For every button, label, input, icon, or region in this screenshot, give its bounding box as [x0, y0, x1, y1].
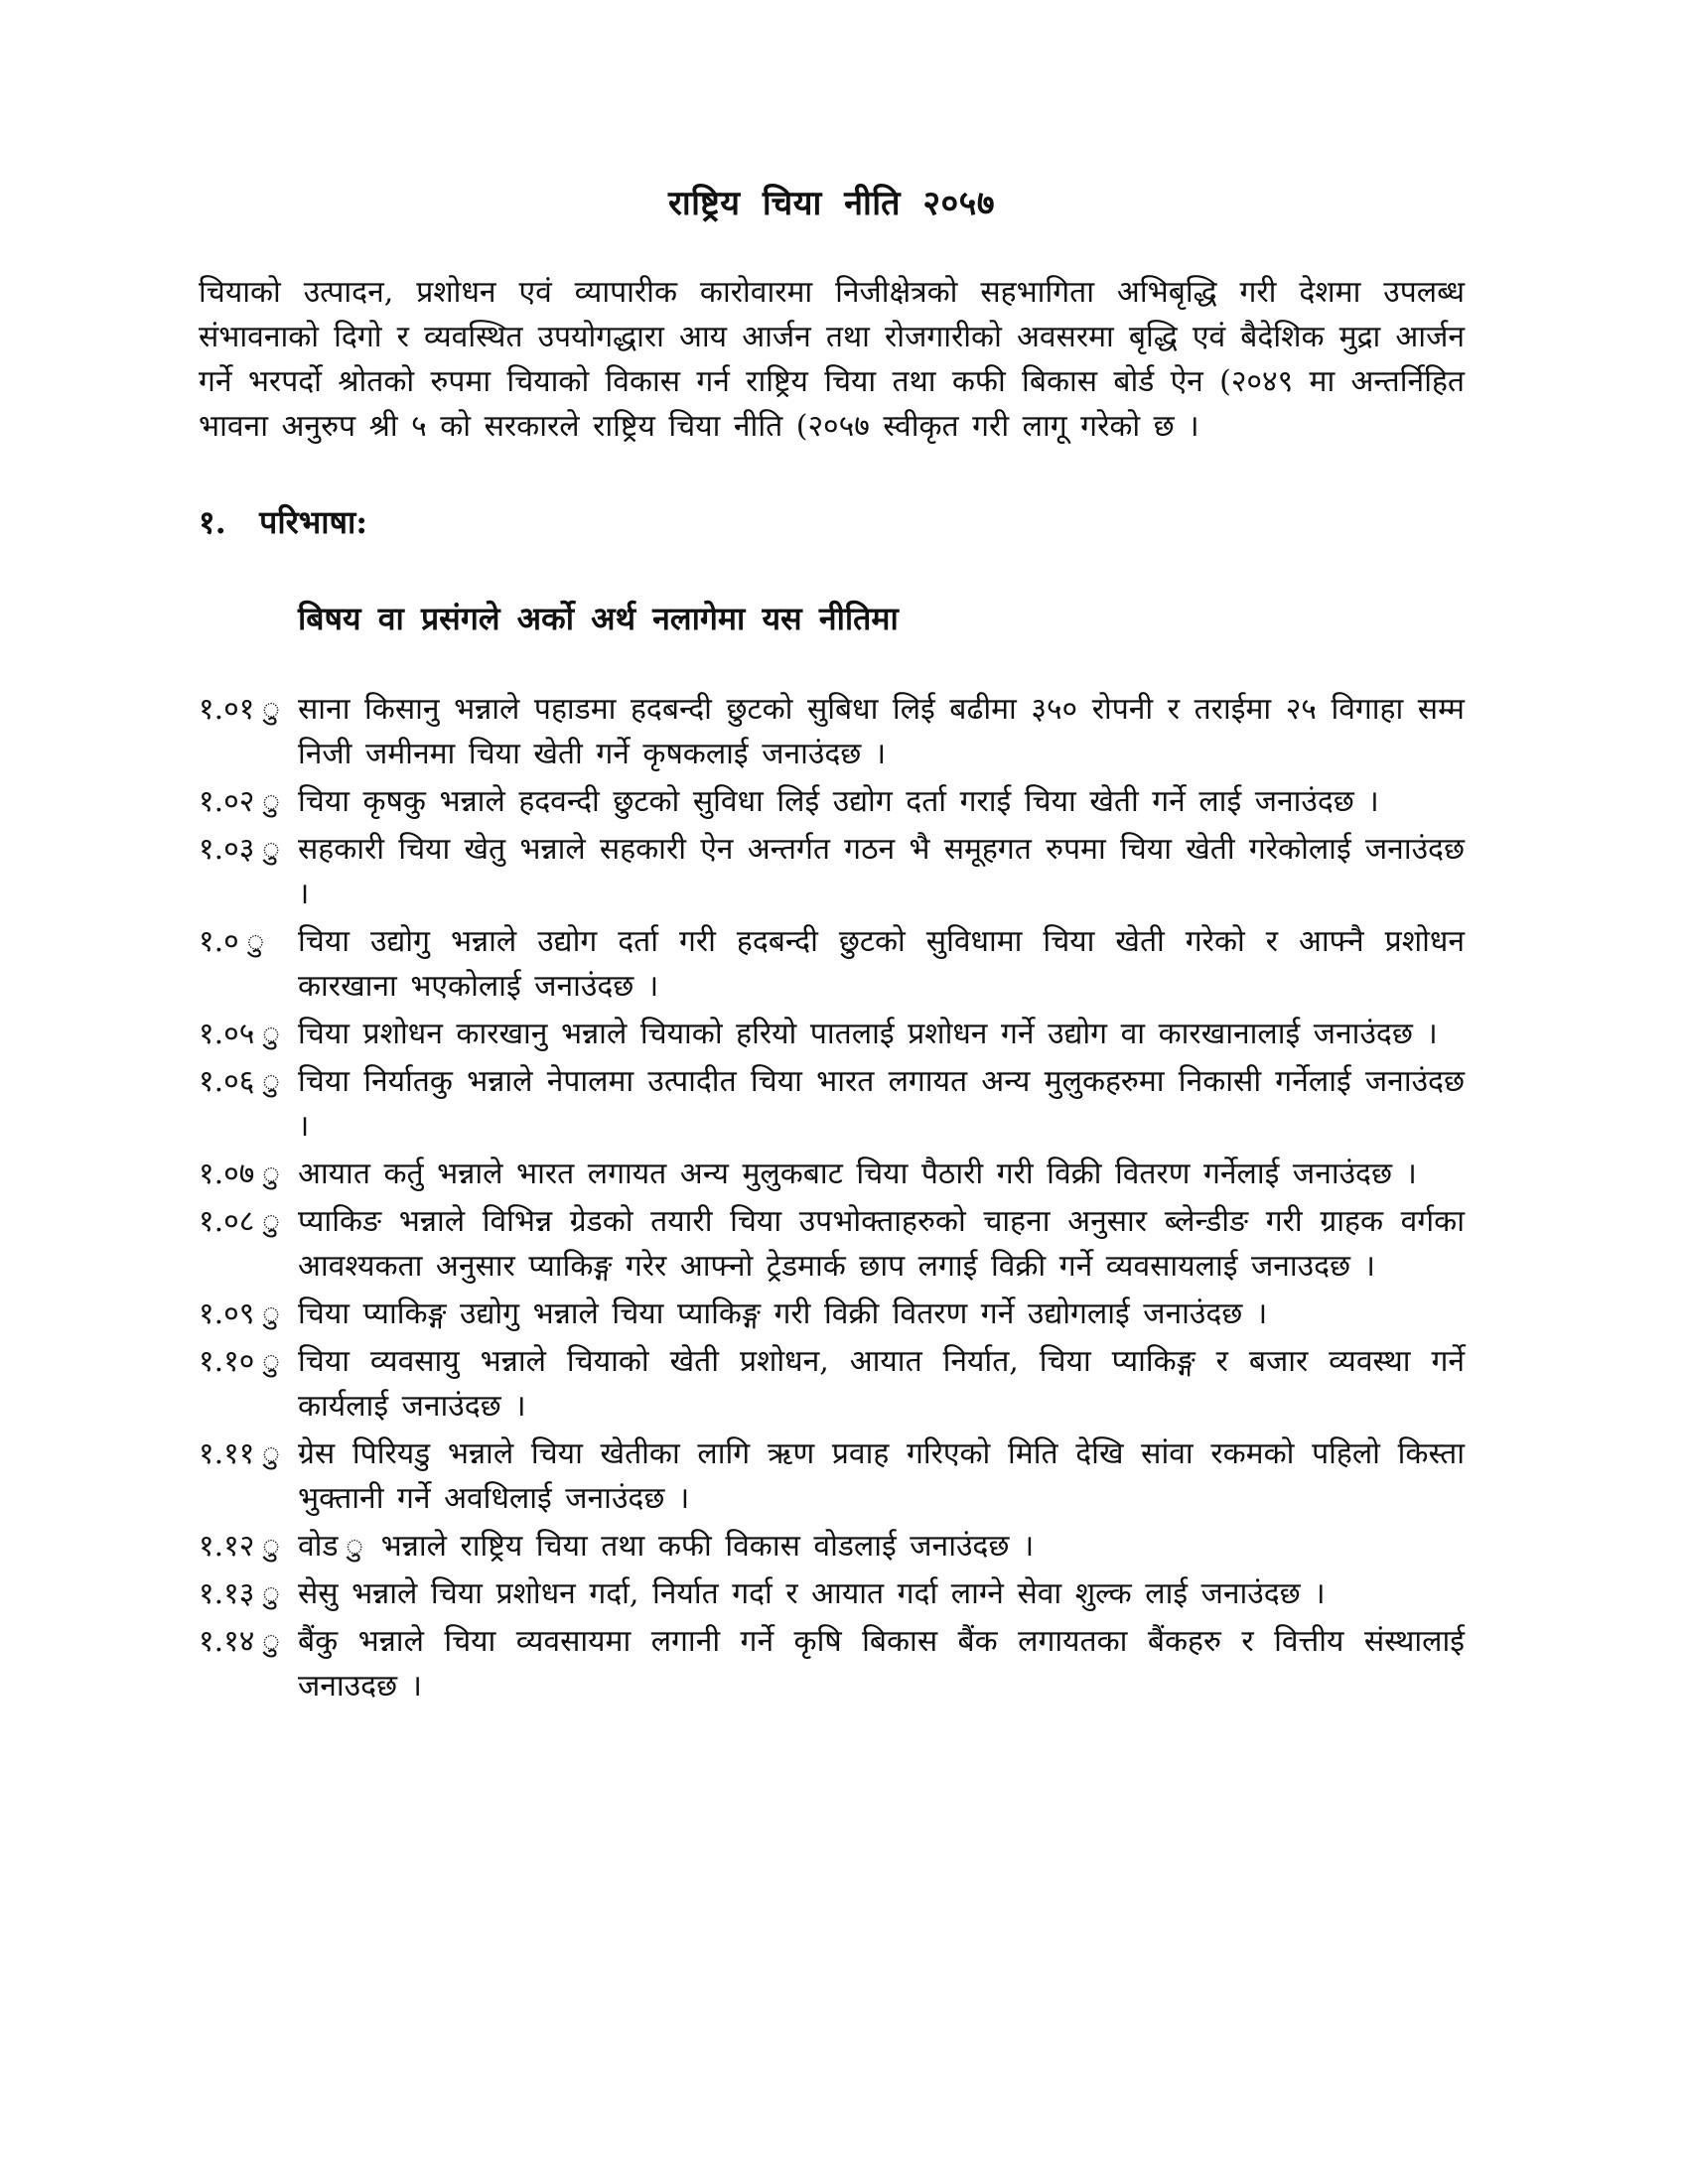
definition-text: चिया निर्यातकु भन्नाले नेपालमा उत्पादीत चिया भारत लगायत अन्य मुलुकहरुमा निकासी गर्नेलाई जनाउंदछ । — [298, 1064, 1465, 1144]
definition-number: १.०३ ु — [199, 832, 284, 867]
definition-text: बैंकु भन्नाले चिया व्यवसायमा लगानी गर्ने कृषि बिकास बैंक लगायतका बैंकहरु र वित्तीय संस्थालाई जनाउदछ । — [298, 1624, 1465, 1704]
definition-item — [199, 1524, 1465, 1569]
definition-text: चिया प्रशोधन कारखानु भन्नाले चियाको हरियो पातलाई प्रशोधन गर्ने उद्योग वा कारखानालाई जनाउंदछ । — [298, 1017, 1438, 1051]
section-title: परिभाषा: — [259, 503, 368, 541]
definitions-list — [199, 687, 1465, 1708]
definition-number: १.०९ ु — [199, 1297, 284, 1331]
definition-item — [199, 779, 1465, 824]
definition-item — [199, 1292, 1465, 1336]
definition-text: ग्रेस पिरियडु भन्नाले चिया खेतीका लागि ऋण प्रवाह गरिएको मिति देखि सांवा रकमको पहिलो किस्ता भुक्तानी गर्ने अवधिलाई जनाउंदछ । — [298, 1436, 1465, 1516]
definition-text: चिया उद्योगु भन्नाले उद्योग दर्ता गरी हदबन्दी छुटको सुविधामा चिया खेती गरेको र आफ्नै प्रशोधन कारखाना भएकोलाई जनाउंदछ । — [298, 924, 1465, 1004]
definition-number: १.० ु — [199, 924, 269, 959]
definition-item — [199, 687, 1465, 776]
definition-item — [199, 827, 1465, 916]
definition-number: १.१२ ु — [199, 1529, 284, 1564]
definition-number: १.०८ ु — [199, 1204, 284, 1239]
definition-number: १.०२ ु — [199, 784, 284, 819]
definition-text: वोड ु भन्नाले राष्ट्रिय चिया तथा कफी विकास वोडलाई जनाउंदछ । — [298, 1529, 1035, 1564]
definition-number: १.१३ ु — [199, 1576, 284, 1611]
definition-item — [199, 1199, 1465, 1289]
definition-number: १.१४ ु — [199, 1624, 284, 1659]
section-heading — [199, 500, 1465, 543]
definition-number: १.१० ु — [199, 1344, 284, 1379]
definition-item — [199, 1571, 1465, 1616]
definition-text: सेसु भन्नाले चिया प्रशोधन गर्दा, निर्यात गर्दा र आयात गर्दा लाग्ने सेवा शुल्क लाई जनाउंदछ । — [298, 1576, 1326, 1611]
document-title: राष्ट्रिय चिया नीति २०५७ — [667, 184, 996, 223]
definition-text: सहकारी चिया खेतु भन्नाले सहकारी ऐन अन्तर्गत गठन भै समूहगत रुपमा चिया खेती गरेकोलाई जनाउंदछ । — [298, 832, 1465, 911]
definition-item — [199, 919, 1465, 1009]
section-subheading: बिषय वा प्रसंगले अर्को अर्थ नलागेमा यस नीतिमा — [298, 600, 899, 637]
definition-text: साना किसानु भन्नाले पहाडमा हदबन्दी छुटको सुबिधा लिई बढीमा ३५० रोपनी र तराईमा २५ विगाहा सम्म निजी जमीनमा चिया खेती गर्ने कृषकलाई जनाउंदछ । — [298, 692, 1465, 771]
definition-text: प्याकिङ भन्नाले विभिन्न ग्रेडको तयारी चिया उपभोक्ताहरुको चाहना अनुसार ब्लेन्डीङ गरी ग्राहक वर्गका आवश्यकता अनुसार प्याकिङ्ग गरेर आफ्नो ट्रेडमार्क छाप लगाई विक्री गर्ने व्यवसायलाई जनाउदछ । — [298, 1204, 1465, 1284]
definition-number: १.०५ ु — [199, 1017, 284, 1051]
definition-number: १.११ ु — [199, 1436, 284, 1471]
definition-text: चिया प्याकिङ्ग उद्योगु भन्नाले चिया प्याकिङ्ग गरी विक्री वितरण गर्ने उद्योगलाई जनाउंदछ । — [298, 1297, 1268, 1331]
definition-number: १.०६ ु — [199, 1064, 284, 1099]
definition-item — [199, 1152, 1465, 1196]
definition-text: चिया कृषकु भन्नाले हदवन्दी छुटको सुविधा लिई उद्योग दर्ता गराई चिया खेती गर्ने लाई जनाउंदछ । — [298, 784, 1379, 819]
definition-text: चिया व्यवसायु भन्नाले चियाको खेती प्रशोधन, आयात निर्यात, चिया प्याकिङ्ग र बजार व्यवस्था गर्ने कार्यलाई जनाउंदछ । — [298, 1344, 1465, 1424]
intro-paragraph: चियाको उत्पादन, प्रशोधन एवं व्यापारीक कारोवारमा निजीक्षेत्रको सहभागिता अभिबृद्धि गरी देशमा उपलब्ध संभावनाको दिगो र व्यवस्थित उपयोगद्धारा आय आर्जन तथा रोजगारीको अवसरमा बृद्धि एवं बैदेशिक मुद्रा आर्जन गर्ने भरपर्दो श्रोतको रुपमा चियाको विकास गर्न राष्ट्रिय चिया तथा कफी बिकास बोर्ड ऐन (२०४९ मा अन्तर्निहित भावना अनुरुप श्री ५ को सरकारले राष्ट्रिय चिया नीति (२०५७ स्वीकृत गरी लागू गरेको छ । — [199, 275, 1465, 444]
definition-item — [199, 1339, 1465, 1429]
definition-text: आयात कर्तु भन्नाले भारत लगायत अन्य मुलुकबाट चिया पैठारी गरी विक्री वितरण गर्नेलाई जनाउंदछ । — [298, 1157, 1417, 1191]
definition-item — [199, 1059, 1465, 1149]
definition-number: १.०१ ु — [199, 692, 284, 727]
definition-item — [199, 1432, 1465, 1521]
section-number: १. — [199, 503, 226, 541]
definition-item — [199, 1619, 1465, 1708]
definition-item — [199, 1012, 1465, 1056]
definition-number: १.०७ ु — [199, 1157, 284, 1191]
